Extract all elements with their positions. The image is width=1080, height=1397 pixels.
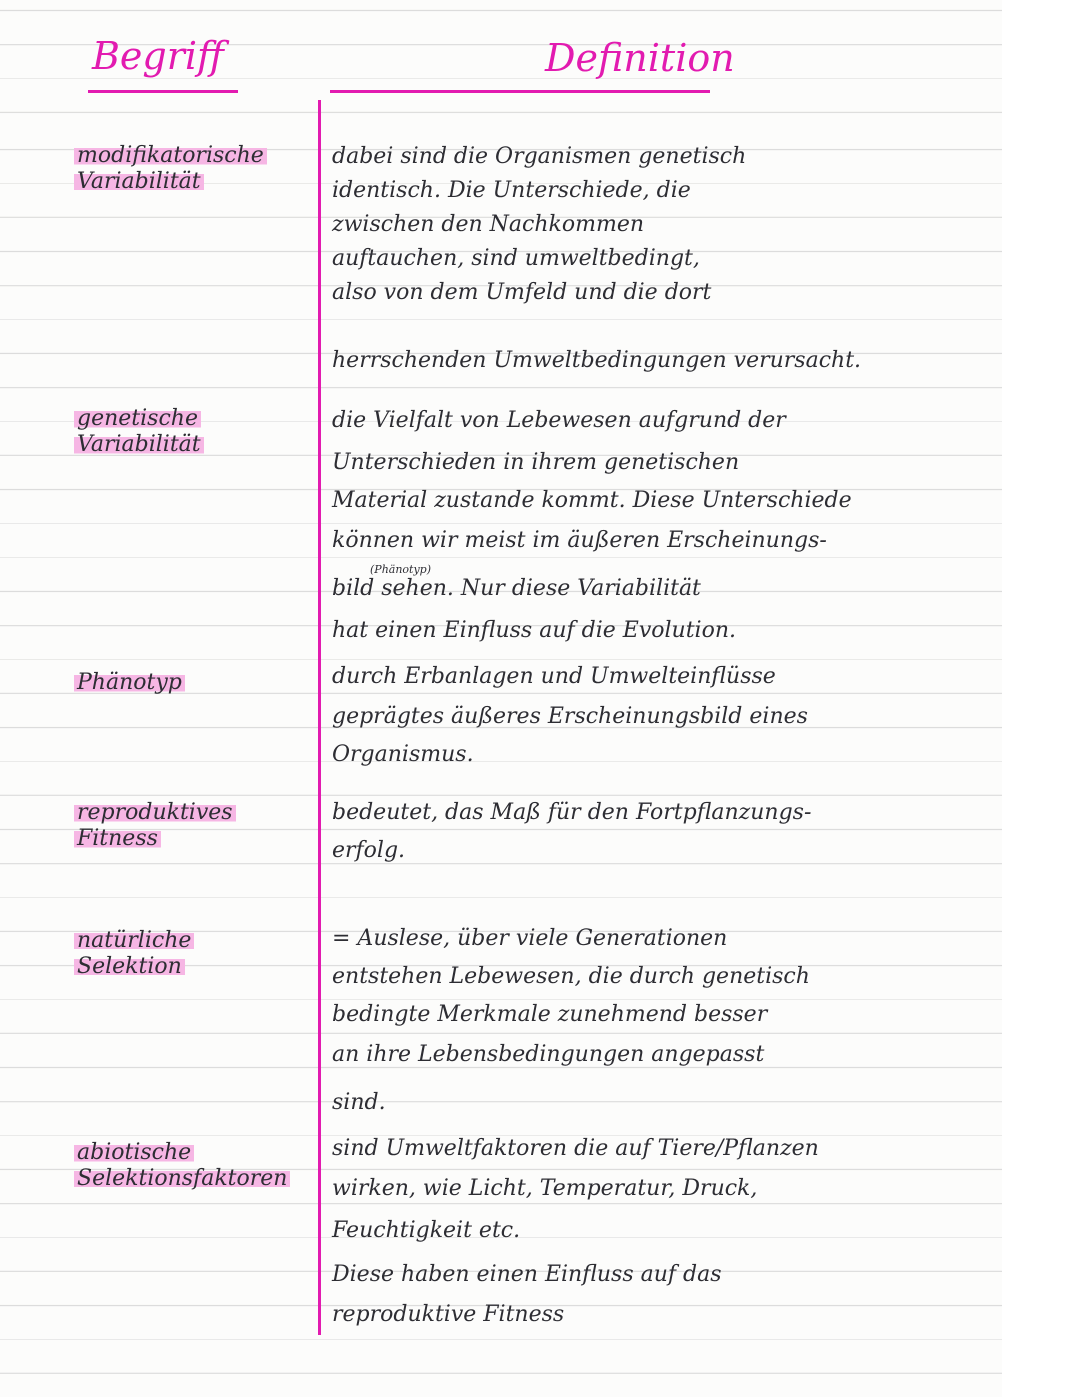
definition-line: bedeutet, das Maß für den Fortpflanzungs-: [332, 800, 812, 825]
column-heading-term: Begriff: [92, 34, 224, 78]
term-line: abiotische: [74, 1140, 194, 1165]
term-line: genetische: [74, 406, 201, 431]
definition-line: wirken, wie Licht, Temperatur, Druck,: [332, 1176, 758, 1201]
term-modifikatorische-variabilitaet: [74, 143, 267, 195]
definition-line: durch Erbanlagen und Umwelteinflüsse: [332, 664, 776, 689]
definition-line: also von dem Umfeld und die dort: [332, 280, 712, 305]
definition-line: bild sehen. Nur diese Variabilität: [332, 576, 701, 601]
term-line: Selektion: [74, 954, 185, 979]
term-natuerliche-selektion: [74, 928, 194, 980]
term-line: Selektionsfaktoren: [74, 1166, 290, 1191]
definition-line: an ihre Lebensbedingungen angepasst: [332, 1042, 765, 1067]
heading-definition-underline: [330, 90, 710, 93]
term-line: reproduktives: [74, 800, 236, 825]
heading-term-underline: [88, 90, 238, 93]
term-genetische-variabilitaet: [74, 406, 204, 458]
definition-line: Feuchtigkeit etc.: [332, 1218, 521, 1243]
term-reproduktive-fitness: [74, 800, 236, 852]
definition-line: = Auslese, über viele Generationen: [332, 926, 728, 951]
definition-line: zwischen den Nachkommen: [332, 212, 645, 237]
margin-line: [318, 100, 321, 1335]
definition-line: Diese haben einen Einfluss auf das: [332, 1262, 722, 1287]
definition-line: können wir meist im äußeren Erscheinungs-: [332, 528, 827, 553]
definition-line: reproduktive Fitness: [332, 1302, 565, 1327]
term-line: Variabilität: [74, 169, 204, 194]
term-line: Phänotyp: [74, 670, 185, 695]
definition-line: Material zustande kommt. Diese Unterschiede: [332, 488, 852, 513]
definition-line: erfolg.: [332, 838, 406, 863]
term-line: natürliche: [74, 928, 194, 953]
term-line: Fitness: [74, 826, 161, 851]
term-line: modifikatorische: [74, 143, 267, 168]
definition-line: hat einen Einfluss auf die Evolution.: [332, 618, 736, 643]
definition-line: bedingte Merkmale zunehmend besser: [332, 1002, 768, 1027]
column-heading-definition: Definition: [545, 36, 735, 80]
definition-line: herrschenden Umweltbedingungen verursacht.: [332, 348, 862, 373]
definition-line: entstehen Lebewesen, die durch genetisch: [332, 964, 810, 989]
definition-line: dabei sind die Organismen genetisch: [332, 144, 747, 169]
definition-line: Unterschieden in ihrem genetischen: [332, 450, 740, 475]
definition-line: sind.: [332, 1090, 386, 1115]
annotation-phaenotyp: (Phänotyp): [370, 563, 432, 576]
term-phaenotyp: [74, 670, 185, 696]
definition-line: Organismus.: [332, 742, 474, 767]
term-line: Variabilität: [74, 432, 204, 457]
definition-line: die Vielfalt von Lebewesen aufgrund der: [332, 408, 786, 433]
definition-line: sind Umweltfaktoren die auf Tiere/Pflanzen: [332, 1136, 819, 1161]
term-abiotische-selektionsfaktoren: [74, 1140, 290, 1192]
definition-line: geprägtes äußeres Erscheinungsbild eines: [332, 704, 808, 729]
definition-line: identisch. Die Unterschiede, die: [332, 178, 691, 203]
definition-line: auftauchen, sind umweltbedingt,: [332, 246, 700, 271]
